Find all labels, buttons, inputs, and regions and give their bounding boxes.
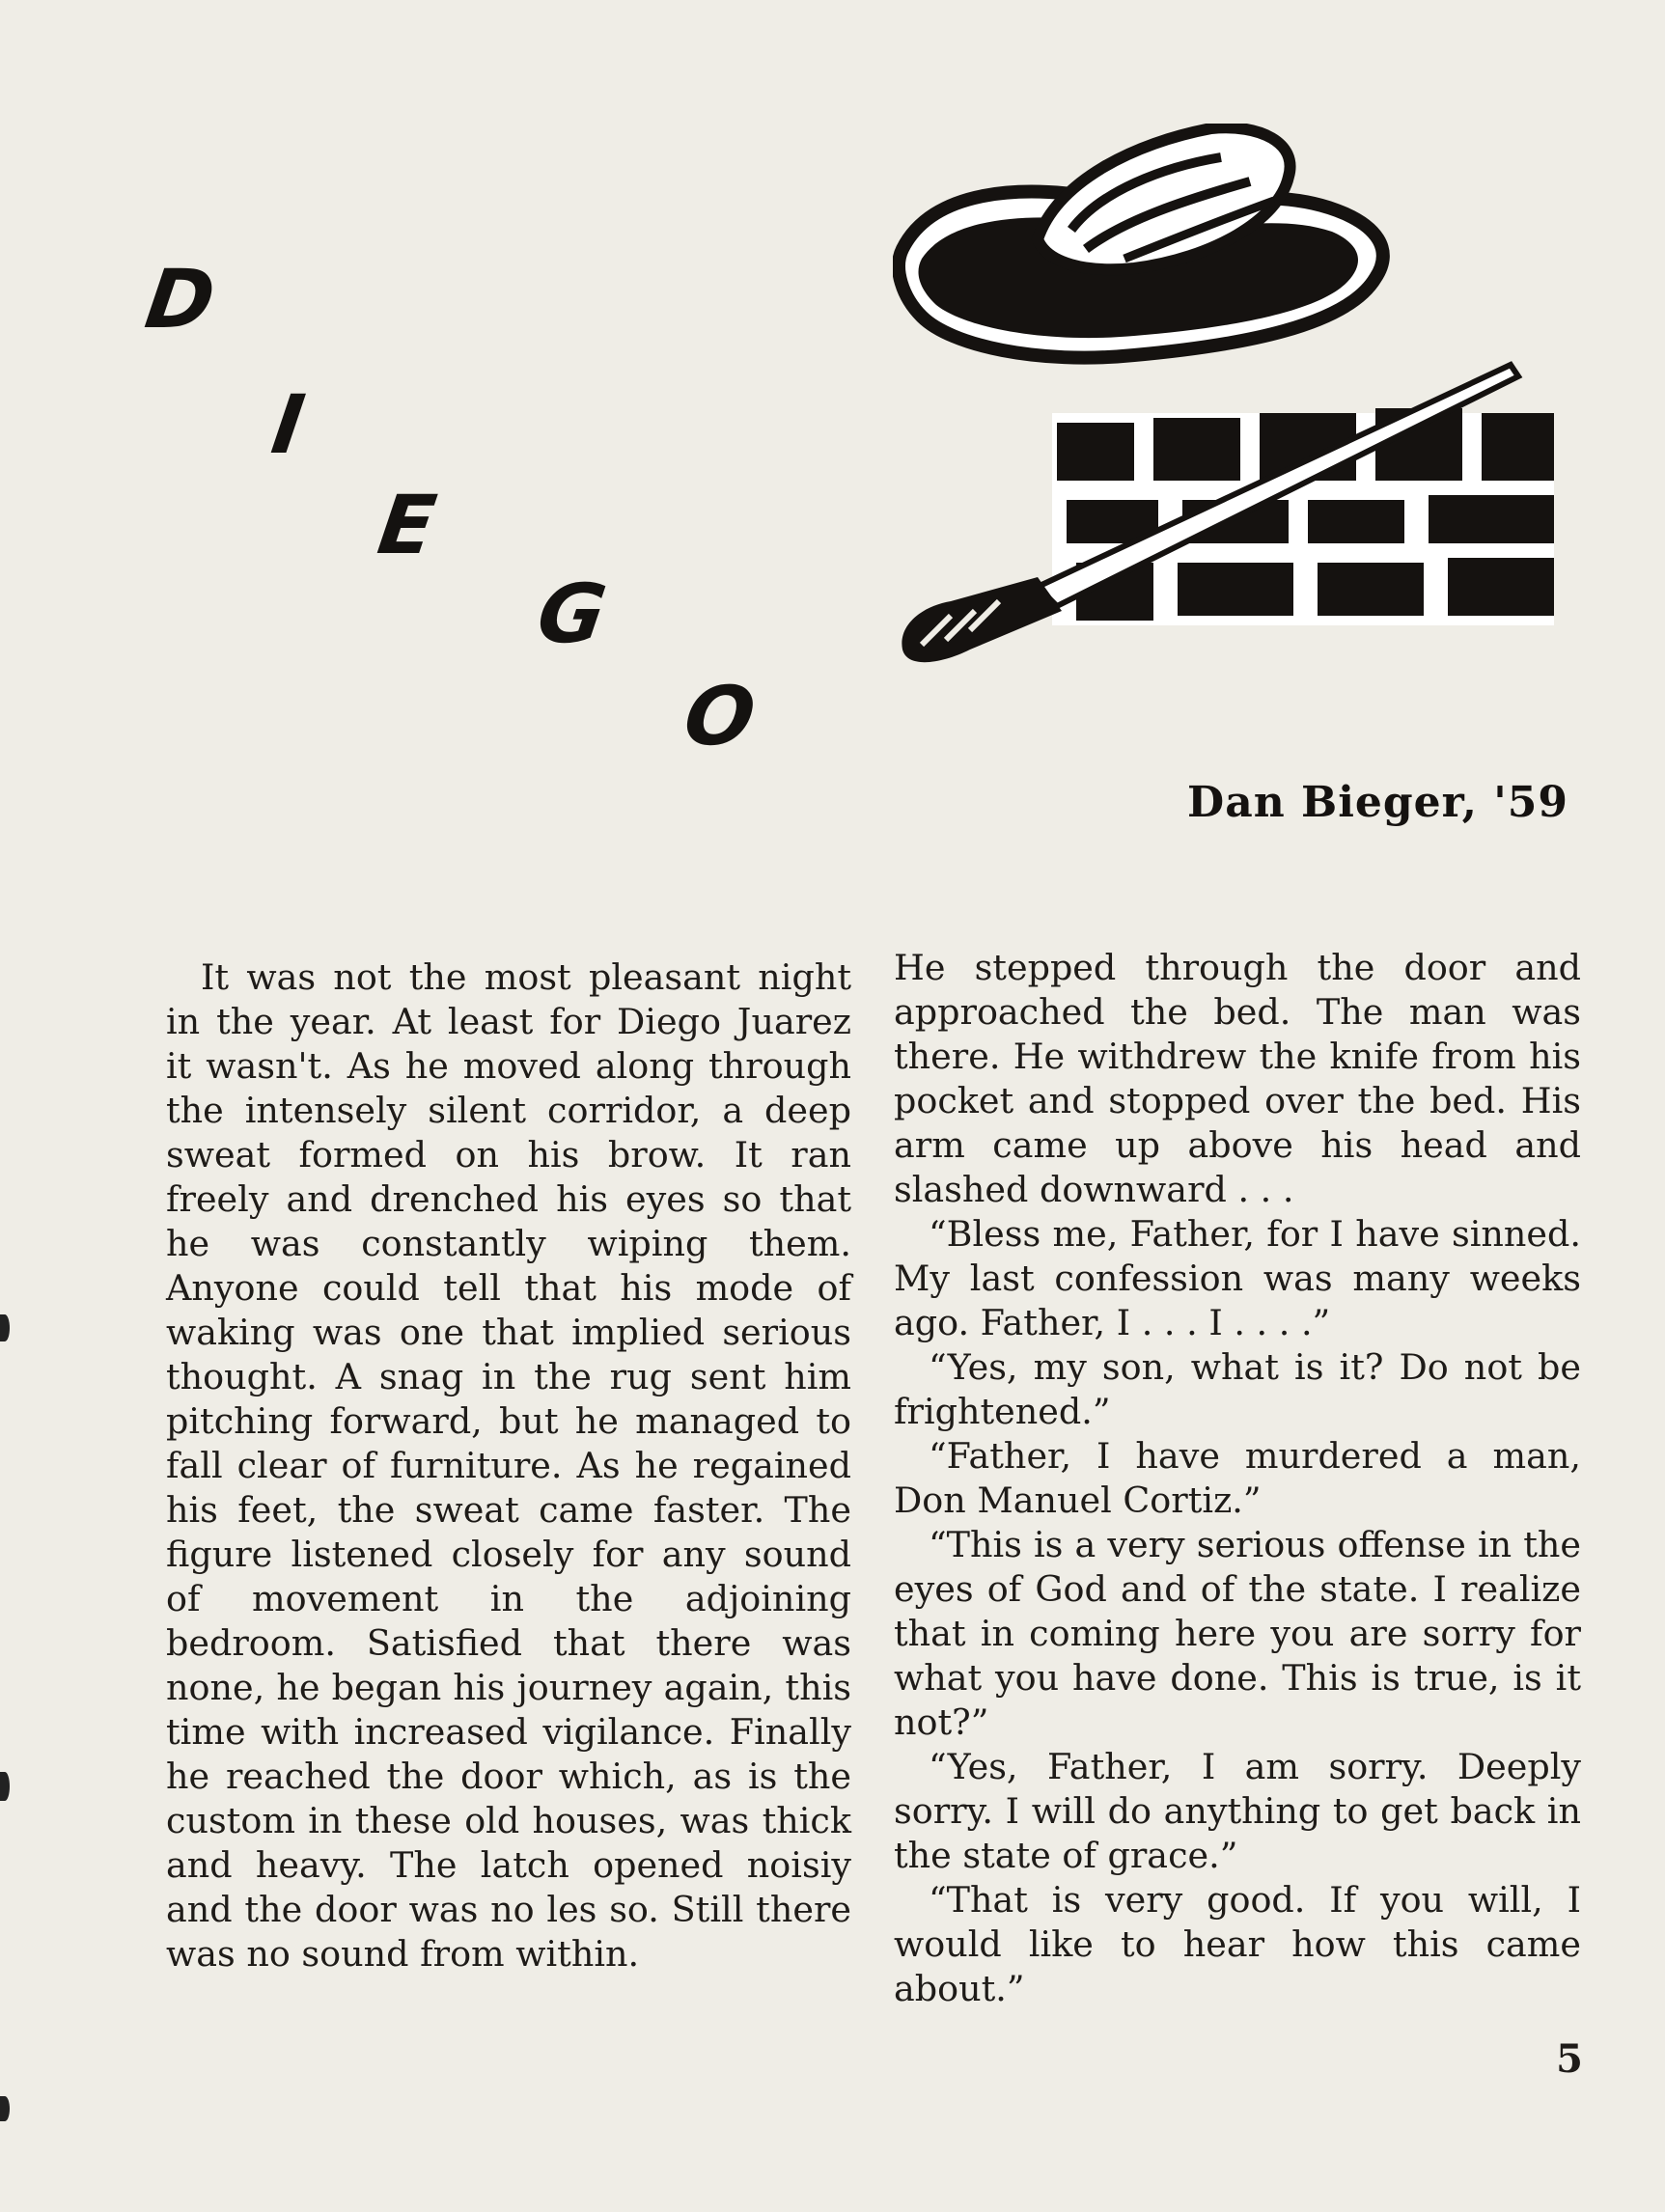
title-letter-g: G (532, 567, 612, 661)
page-number: 5 (1556, 2036, 1583, 2082)
story-paragraph: “Bless me, Father, for I have sinned. My last confession was many weeks ago. Father, I . . . I . . . .” (894, 1213, 1581, 1343)
byline: Dan Bieger, '59 (1187, 778, 1568, 827)
binding-hole-mark (0, 1314, 10, 1341)
story-paragraph: “This is a very serious offense in the eyes of God and of the state. I realize that in coming here you are sorry for what you have done. This is true, is it not?” (894, 1524, 1581, 1743)
story-left-column (166, 955, 851, 1977)
title-letter-d: D (140, 252, 221, 346)
binding-hole-mark (0, 1772, 10, 1801)
hat-knife-illustration (893, 124, 1568, 703)
title-letter-e: E (373, 478, 442, 572)
title-letter-o: O (679, 669, 762, 763)
story-paragraph: It was not the most pleasant night in the year. At least for Diego Juarez it wasn't. As he moved along through the intensely silent corridor, a deep sweat formed on his brow. It ran freely and drenched his eyes so that he was constantly wiping them. Anyone could tell that his mode of waking was one that implied serious thought. A snag in the rug sent him pitching forward, but he managed to fall clear of furniture. As he regained his feet, the sweat came faster. The figure listened closely for any sound of movement in the adjoining bedroom. Satisfied that there was none, he began his journey again, this time with increased vigilance. Finally he reached the door which, as is the custom in these old houses, was thick and heavy. The latch opened noisiy and the door was no les so. Still there was no sound from within. (166, 956, 851, 1975)
story-right-column (894, 946, 1581, 2011)
title-letter-i: I (266, 377, 311, 472)
story-paragraph: “That is very good. If you will, I would like to hear how this came about.” (894, 1879, 1581, 2009)
story-paragraph: He stepped through the door and approached the bed. The man was there. He withdrew the knife from his pocket and stopped over the bed. His arm came up above his head and slashed downward . . . (894, 947, 1581, 1210)
story-paragraph: “Father, I have murdered a man, Don Manuel Cortiz.” (894, 1435, 1581, 1521)
story-paragraph: “Yes, my son, what is it? Do not be frightened.” (894, 1346, 1581, 1432)
story-paragraph: “Yes, Father, I am sorry. Deeply sorry. I will do anything to get back in the state of grace.” (894, 1746, 1581, 1876)
binding-hole-mark (0, 2096, 10, 2121)
